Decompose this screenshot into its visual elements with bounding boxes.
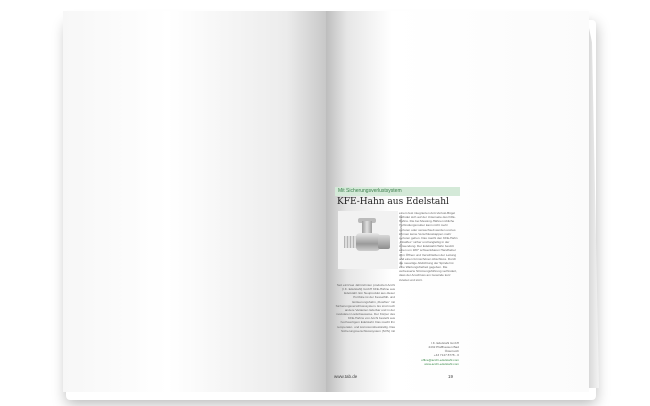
- valve-body: [356, 233, 380, 251]
- article-kicker: Mit Sicherungsverlustsystem: [335, 187, 460, 196]
- article-column-left: Seit ein/zwei Jahrzehnten produziert Acchi (I.K. Edelstahl) GmbH KFE-Hähne aus Edelstahl. Ein Neuprodukt aus dieser Portfolie ist der Kesselfüll- und Entleerungshahn „Flowflex“ mit Sicherungsverschlusssystem. Es sind noch andere Varianten lieferbar und in der modularen Lieferbauweise. Der Körper des KFE-Hahns von Acchi besteht aus hochwertigem Edelstahl. Das macht ihn temperatur- und korrosionsbeständig. Das Sicherungsverschlusssystem (SVS) mit: [335, 283, 395, 333]
- contact-line: Österreich: [444, 349, 459, 354]
- page-number: 19: [448, 374, 454, 379]
- contact-web: www.acchi-edelstahl.com: [424, 361, 459, 366]
- article: [335, 187, 460, 373]
- valve-outlet: [378, 235, 390, 249]
- left-page: [63, 11, 326, 392]
- valve-photo: [338, 211, 398, 269]
- contact-block: [399, 341, 459, 366]
- contact-line: +43 7147 8778 - 0: [433, 353, 459, 358]
- footer-url: www.tab.de: [334, 374, 358, 379]
- contact-line: 4432 Pfaffhausen Bad: [428, 345, 459, 350]
- photo-credit: Foto: Acchi Edelstahl / Ihr Edelstahl-Lieferant: [400, 215, 403, 267]
- article-headline: KFE-Hahn aus Edelstahl: [337, 197, 449, 207]
- contact-line: I.K. Edelstahl GmbH: [430, 341, 459, 345]
- contact-email: office@acchi-edelstahl.com: [421, 357, 459, 362]
- article-column-right: einem fest integrierten Anti-Verlust-Bügel befindet sich auf der Unterseite des KFE-Hahns. Die bei Messing-Hähnen übliche Verbindungsmutter kann nicht mehr verloren oder verwechselt werden und es können keine Verschlusskappen mehr verloren gehen. Das macht den KFE-Hahn „Flowflex“ sicher und langlebig in der Anwendung. Der Edelstahl-Hahn besitzt einen um 180° schwenkbaren Handhebel zum Öffnen und Verschließen der Leitung und einen formschönen Abschluss. Durch die neuartige Abdichtung der Spindel ist eine Wartungsfreiheit gegeben. Die verbesserte Strömungsführung verhindert, dass der Anschluss am Gewinde kurz zuleitet und stört.: [399, 211, 458, 282]
